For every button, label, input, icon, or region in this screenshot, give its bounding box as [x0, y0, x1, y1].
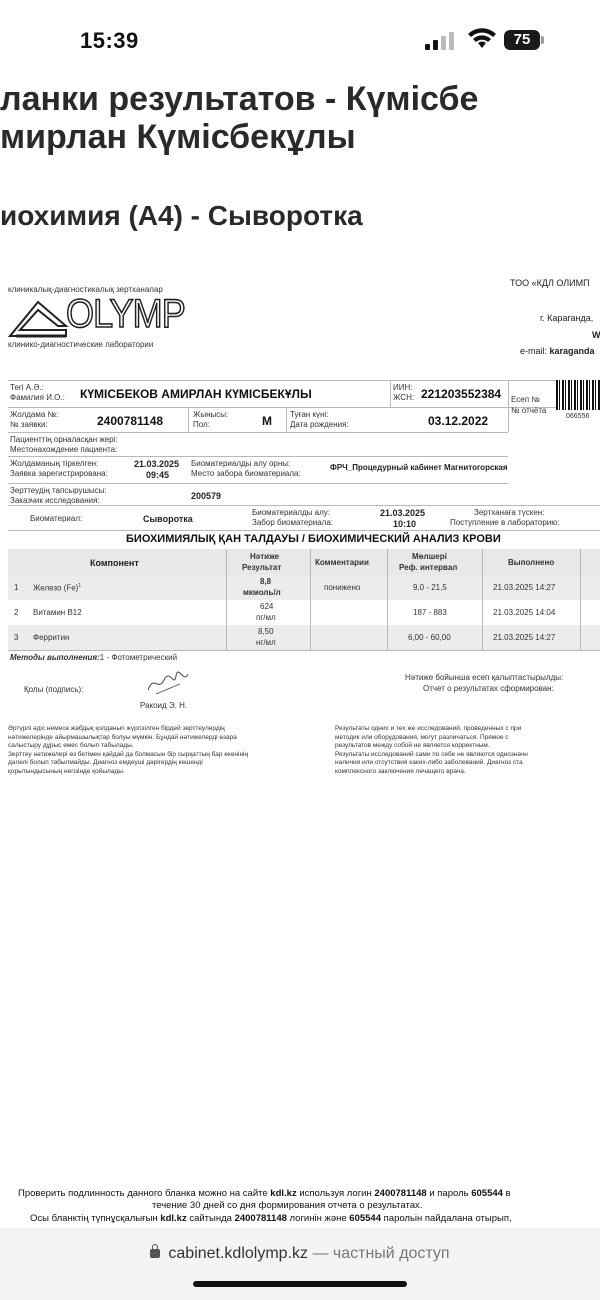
status-time: 15:39 — [80, 28, 139, 53]
iin-value: 221203552384 — [421, 387, 502, 401]
place-label-kz: Биоматериалды алу орны: — [191, 459, 291, 468]
customer-label-kz: Зерттеудің тапсырушысы: — [10, 486, 107, 495]
patient-name: КҮМІСБЕКОВ АМИРЛАН КҮМІСБЕКҰЛЫ — [80, 387, 312, 401]
url-bar[interactable] — [0, 1245, 600, 1263]
customer-label-ru: Заказчик исследования: — [10, 496, 100, 505]
logo-top-text: клиникалық-диагностикалық зертханалар — [8, 285, 163, 294]
verify-kz-line1: Осы бланктің түпнұсқалығын kdl.kz сайтында 2400781148 логинін және 605544 парольін пайдалана отырып, — [30, 1213, 512, 1224]
row-num: 1 — [14, 583, 19, 592]
iin-label-ru: ЖСН: — [393, 393, 415, 402]
methods-value: 1 - Фотометрический — [99, 653, 178, 662]
biomat-value: Сыворотка — [143, 514, 193, 524]
reg-label-kz: Жолдаманың тіркелген: — [10, 459, 99, 468]
row-name: Ферритин — [33, 633, 70, 642]
browser-bottom-bar — [0, 1228, 600, 1300]
row-unit: мкмоль/л — [243, 588, 281, 597]
arrival-label-kz: Зертханаға түскен: — [474, 508, 545, 517]
battery-tip — [541, 36, 544, 44]
row-unit: пг/мл — [256, 613, 276, 622]
row-ref: 187 - 883 — [413, 608, 447, 617]
formed-ru: Отчет о результатах сформирован: — [423, 684, 554, 693]
row-ref: 9,0 - 21,5 — [413, 583, 447, 592]
page-title-line2: мирлан Күмісбекұлы — [0, 118, 356, 156]
wifi-icon — [468, 28, 496, 50]
page-subtitle: иохимия (А4) - Сыворотка — [0, 200, 363, 231]
private-access-text: частный доступ — [332, 1245, 450, 1262]
report-no-label-kz: Есеп № — [511, 395, 540, 404]
row-done: 21.03.2025 14:27 — [493, 583, 556, 592]
col-done: Выполнено — [508, 558, 555, 567]
sex-value: М — [262, 414, 272, 428]
reg-time: 09:45 — [146, 470, 170, 480]
battery-indicator: 75 — [504, 30, 540, 50]
name-label-kz: Тегі А.Ә.: — [10, 383, 44, 392]
col-result-kz: Нәтиже — [250, 552, 280, 561]
row-comment: понижено — [324, 583, 361, 592]
row-name: Витамин B12 — [33, 608, 82, 617]
collect-time: 10:10 — [393, 519, 417, 529]
name-label-ru: Фамилия И.О.: — [10, 393, 65, 402]
dob-value: 03.12.2022 — [428, 414, 489, 428]
col-comments: Комментарии — [315, 558, 369, 567]
row-done: 21.03.2025 14:04 — [493, 608, 556, 617]
place-label-ru: Место забора биоматериала: — [191, 469, 301, 478]
signer-name: Ракоид Э. Н. — [140, 701, 188, 710]
cellular-signal-icon — [425, 32, 459, 50]
row-name: Железо $(Fe)^1$ — [33, 583, 82, 593]
biomat-label: Биоматериал: — [30, 514, 83, 523]
methods-label: Методы выполнения: — [10, 653, 100, 662]
barcode — [556, 380, 600, 410]
reg-label-ru: Заявка зарегистрирована: — [10, 469, 108, 478]
row-value: 624 — [260, 602, 274, 611]
company-name: ТОО «КДЛ ОЛИМП — [510, 278, 590, 288]
col-component: Компонент — [90, 558, 139, 568]
order-label-ru: № заявки: — [10, 420, 48, 429]
verify-ru-line2: течение 30 дней со дня формирования отчета о результатах. — [152, 1200, 423, 1211]
email-label: e-mail: — [520, 346, 548, 356]
arrival-label-ru: Поступление в лабораторию: — [450, 518, 560, 527]
row-value: 8,50 — [258, 627, 274, 636]
company-web: W — [592, 330, 600, 340]
row-num: 2 — [14, 608, 19, 617]
formed-kz: Нәтиже бойынша есеп қалыптастырылды: — [405, 673, 564, 682]
report-no: 066556 — [566, 413, 590, 420]
row-num: 3 — [14, 633, 19, 642]
dob-label-kz: Туған күні: — [290, 410, 329, 419]
dob-label-ru: Дата рождения: — [290, 420, 349, 429]
order-no: 2400781148 — [97, 414, 164, 428]
disclaimer-ru: Результаты одних и тех же исследований, проведенных с при методик или оборудования, могут различаться. Прямое с результатов между собой не является корректным. Результаты исследований сами по себе не являются однозначн наличия или отсутствия каких-либо заболеваний. Диагноз ста комплексного заключения лечащего врача. — [335, 725, 528, 775]
lock-icon — [150, 1249, 160, 1258]
logo-bottom-text: клинико-диагностические лаборатории — [8, 340, 154, 349]
company-city: г. Караганда, — [540, 313, 594, 323]
home-indicator[interactable] — [193, 1281, 407, 1287]
col-ref-kz: Мөлшері — [412, 552, 447, 561]
signature-mark-icon — [146, 670, 190, 696]
col-result-ru: Результат — [242, 563, 282, 572]
verify-ru-line1: Проверить подлинность данного бланка можно на сайте kdl.kz используя логин 2400781148 и пароль 605544 в — [18, 1188, 511, 1199]
report-no-label-ru: № отчёта — [511, 406, 547, 415]
col-ref-ru: Реф. интервал — [399, 563, 458, 572]
email-value: karaganda — [549, 346, 595, 356]
logo-name: OLYMP — [66, 292, 185, 336]
place-value: ФРЧ_Процедурный кабинет Магнитогорская — [330, 463, 508, 472]
iin-label-kz: ИИН: — [393, 383, 413, 392]
collect-label-ru: Забор биоматериала: — [252, 518, 333, 527]
row-value: 8,8 — [260, 577, 272, 586]
sex-label-ru: Пол: — [193, 420, 210, 429]
row-unit: нг/мл — [256, 638, 276, 647]
customer-value: 200579 — [191, 491, 222, 501]
location-label-kz: Пациенттің орналасқан жері: — [10, 435, 118, 444]
reg-date: 21.03.2025 — [134, 459, 180, 469]
row-ref: 6,00 - 60,00 — [408, 633, 451, 642]
collect-label-kz: Биоматериалды алу: — [252, 508, 330, 517]
methods — [10, 653, 177, 662]
signature-label: Қолы (подпись): — [24, 685, 84, 694]
sex-label-kz: Жынысы: — [193, 410, 229, 419]
page-title-line1: ланки результатов - Күмісбе — [0, 80, 479, 118]
order-label-kz: Жолдама №: — [10, 410, 59, 419]
location-label-ru: Местонахождение пациента: — [10, 445, 118, 454]
row-done: 21.03.2025 14:27 — [493, 633, 556, 642]
collect-date: 21.03.2025 — [380, 508, 426, 518]
disclaimer-kz: Әртүрлі әдіс немесе жабдық қолданып жүргізілген бірдей зерттеулердің нәтижелерінде айырмашылықтар болуы мүмкін. Бұндай нәтижелерді өзара салыстыру дұрыс емес болып табылады. Зерттеу нәтижелері өз бетімен қайдай да болмасын бір сырқаттың бар екенінің дәлелі болып табылмайды. Диагноз емдеуші дәрігердің кешенді қорытындысының негізінде қойылады. — [8, 725, 249, 775]
url-separator: — — [308, 1245, 333, 1262]
report-title: БИОХИМИЯЛЫҚ ҚАН ТАЛДАУЫ / БИОХИМИЧЕСКИЙ АНАЛИЗ КРОВИ — [126, 533, 501, 545]
url-text: cabinet.kdlolymp.kz — [168, 1245, 309, 1262]
